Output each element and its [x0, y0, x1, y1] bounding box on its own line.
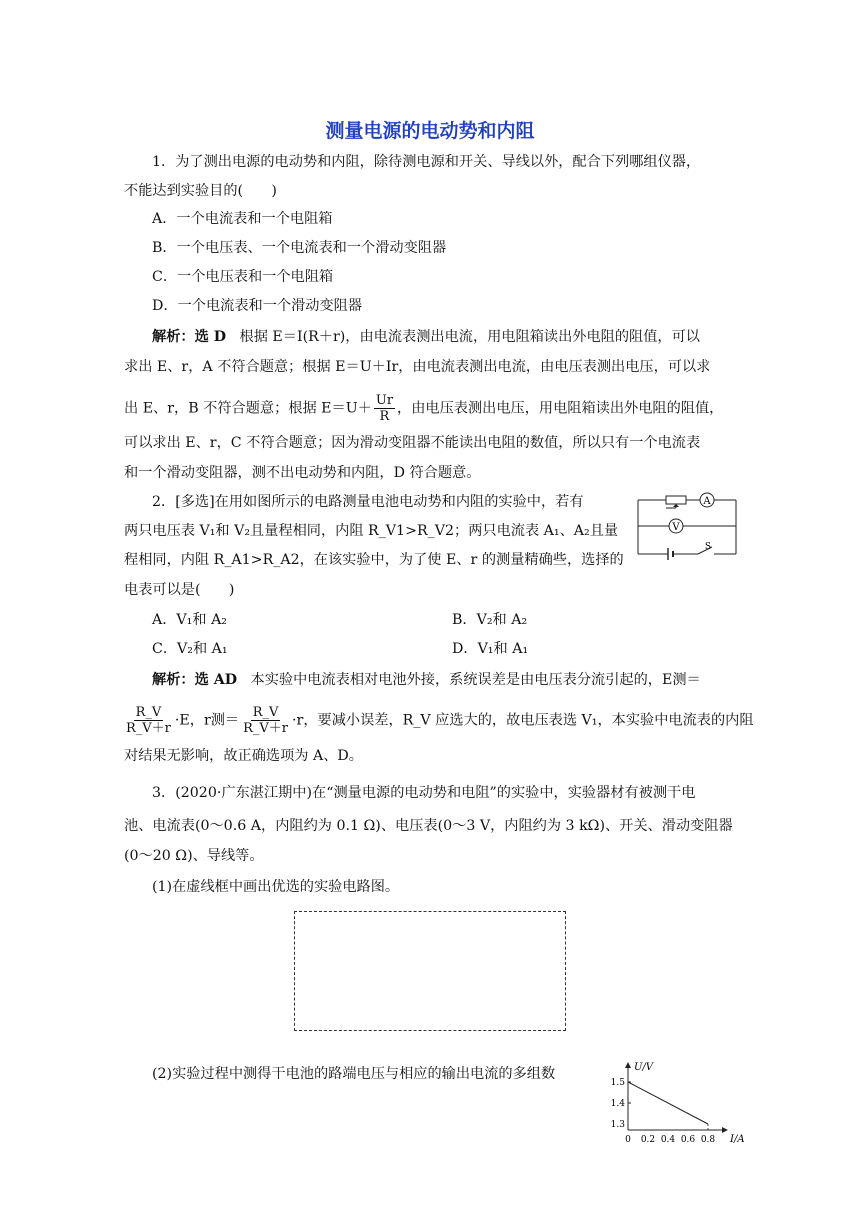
q1-analysis-line2: 求出 E、r，A 不符合题意；根据 E＝U＋Ir，由电流表测出电流，由电压表测出电压，可以求: [124, 359, 711, 375]
q1-fraction: [374, 393, 395, 424]
x-axis-arrow: [722, 1127, 728, 1133]
q1-analysis-text3a: 出 E、r，B 不符合题意；根据 E＝U＋: [124, 400, 372, 417]
q2-stem-line1: 2．[多选]在用如图所示的电路测量电池电动势和内阻的实验中，若有: [152, 494, 584, 510]
q1-fraction-numerator: Ur: [375, 393, 394, 408]
x-tick-label: 0.4: [660, 1135, 676, 1145]
q2-analysis-text2a: ·E，r测＝: [174, 712, 240, 729]
q2-fraction-e: [124, 705, 173, 736]
q3-stem-line1: 3．(2020·广东湛江期中)在“测量电源的电动势和电阻”的实验中，实验器材有被测干电: [152, 785, 696, 801]
q2-stem-line3: 程相同，内阻 R_A1>R_A2，在该实验中，为了使 E、r 的测量精确些，选择的: [124, 552, 624, 568]
x-axis-label: I/A: [730, 1134, 745, 1145]
q2-analysis-line3: 对结果无影响，故正确选项为 A、D。: [124, 748, 363, 764]
x-tick-label: 0.8: [700, 1135, 716, 1145]
y-tick-label: 1.4: [610, 1099, 625, 1109]
q1-analysis-line1: [152, 327, 700, 347]
q3-stem-line2: 池、电流表(0～0.6 A，内阻约为 0.1 Ω)、电压表(0～3 V，内阻约为 3 kΩ)、开关、滑动变阻器: [124, 818, 733, 834]
q1-analysis-line5: 和一个滑动变阻器，测不出电动势和内阻，D 符合题意。: [124, 465, 481, 481]
q1-fraction-denominator: R: [379, 409, 390, 424]
u-i-line: [628, 1082, 708, 1124]
q2-option-c: C．V₂和 A₁: [152, 641, 228, 657]
q2-stem-line2: 两只电压表 V₁和 V₂且量程相同，内阻 R_V1>R_V2；两只电流表 A₁、A₂且量: [124, 523, 619, 539]
q2-fraction-r-numerator: R_V: [252, 705, 279, 720]
q2-option-b: B．V₂和 A₂: [452, 612, 528, 628]
rheostat-symbol: [666, 496, 686, 504]
q2-fraction-r-denominator: R_V＋r: [243, 721, 289, 736]
q3-part1: (1)在虚线框中画出优选的实验电路图。: [152, 879, 400, 895]
q2-analysis-label: 解析：选 AD: [152, 672, 238, 688]
q1-analysis-line3: [124, 393, 723, 424]
q2-analysis-text2b: ·r，要减小误差，R_V 应选大的，故电压表选 V₁，本实验中电流表的内阻: [292, 712, 754, 729]
q2-fraction-r: [241, 705, 290, 736]
y-tick-label: 1.3: [610, 1120, 625, 1130]
q1-analysis-label: 解析：选 D: [152, 329, 226, 345]
q2-fraction-e-numerator: R_V: [135, 705, 162, 720]
q1-stem-line1: 1．为了测出电源的电动势和内阻，除待测电源和开关、导线以外，配合下列哪组仪器，: [152, 154, 701, 170]
switch-label: S: [704, 542, 712, 552]
q1-stem-line2: 不能达到实验目的( ): [124, 183, 277, 199]
voltmeter-label: V: [672, 522, 680, 533]
page-title: 测量电源的电动势和内阻: [325, 120, 535, 142]
x-tick-label: 0: [625, 1135, 631, 1145]
x-tick-label: 0.6: [680, 1135, 696, 1145]
q2-option-a: A．V₁和 A₂: [152, 612, 227, 628]
q2-circuit-diagram: [628, 492, 740, 564]
q3-part2: (2)实验过程中测得干电池的路端电压与相应的输出电流的多组数: [152, 1066, 556, 1082]
q1-option-a: A．一个电流表和一个电阻箱: [152, 211, 333, 227]
x-tick-label: 0.2: [640, 1135, 656, 1145]
circuit-drawing-box: [294, 911, 566, 1031]
q2-option-d: D．V₁和 A₁: [452, 641, 529, 657]
q2-fraction-e-denominator: R_V＋r: [126, 721, 171, 736]
q3-stem-line3: (0～20 Ω)、导线等。: [124, 848, 264, 864]
y-axis-label: U/V: [634, 1062, 654, 1073]
u-i-graph: [604, 1056, 750, 1148]
q1-analysis-line4: 可以求出 E、r，C 不符合题意；因为滑动变阻器不能读出电阻的数值，所以只有一个电流表: [124, 435, 701, 451]
q1-analysis-text3b: ，由电压表测出电压，用电阻箱读出外电阻的阻值，: [397, 400, 724, 417]
q1-option-d: D．一个电流表和一个滑动变阻器: [152, 298, 363, 314]
q1-option-c: C．一个电压表和一个电阻箱: [152, 269, 334, 285]
y-tick-label: 1.5: [610, 1078, 625, 1088]
ammeter-label: A: [703, 496, 711, 507]
q2-stem-line4: 电表可以是( ): [124, 582, 235, 598]
q2-analysis-text1: 本实验中电流表相对电池外接，系统误差是由电压表分流引起的，E测＝: [250, 672, 701, 688]
q2-analysis-line2: [122, 705, 754, 736]
y-axis-arrow: [625, 1062, 631, 1068]
q1-analysis-text1: 根据 E＝I(R＋r)，由电流表测出电流，用电阻箱读出外电阻的阻值，可以: [239, 329, 700, 345]
q2-analysis-line1: [152, 670, 701, 690]
q1-option-b: B．一个电压表、一个电流表和一个滑动变阻器: [152, 240, 447, 256]
